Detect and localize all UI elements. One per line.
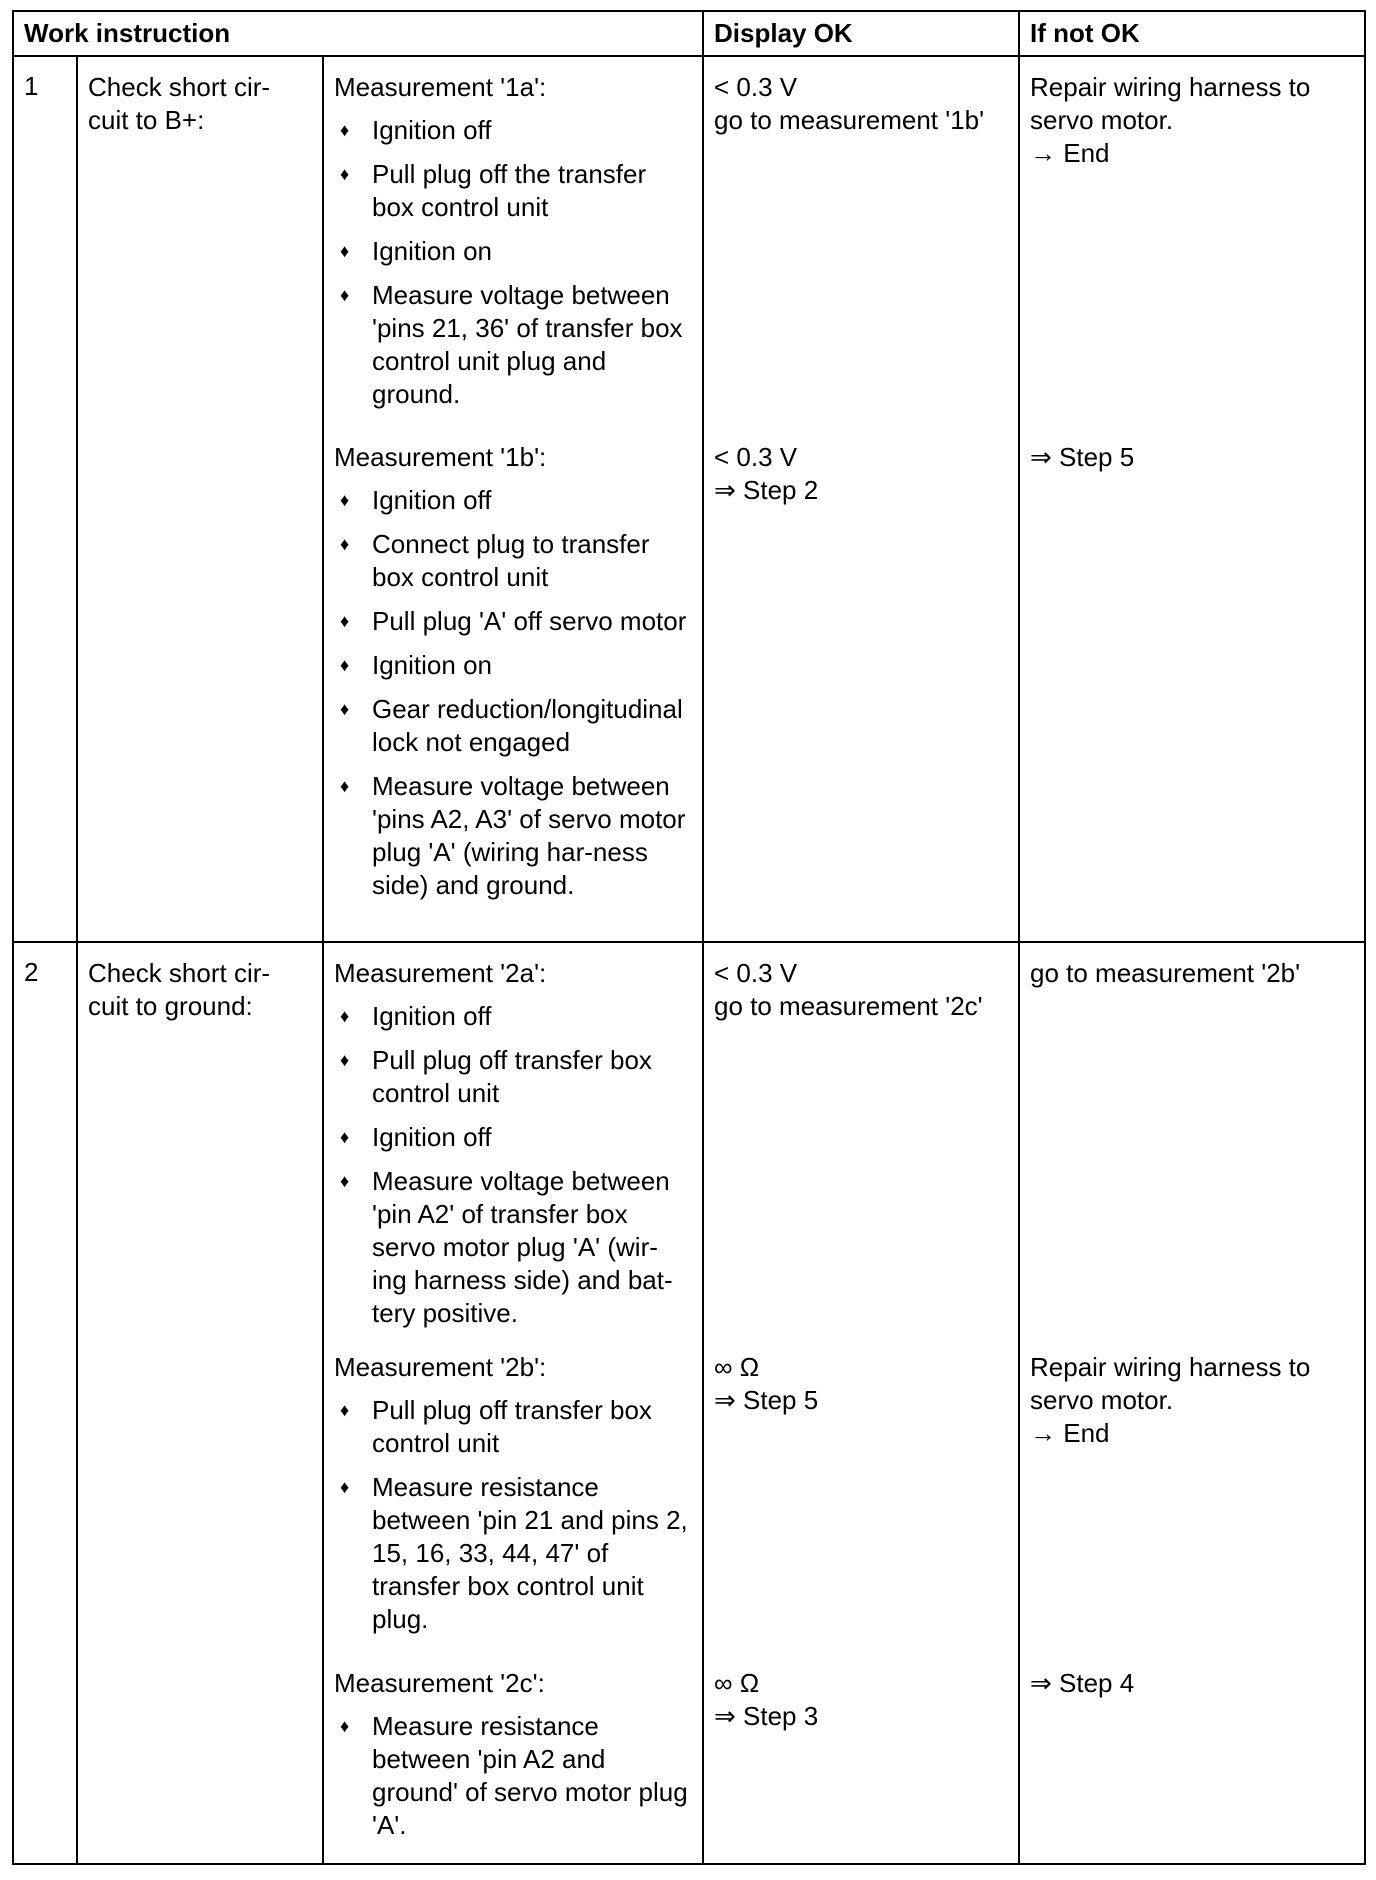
diamond-bullet-icon: ♦ bbox=[340, 611, 350, 631]
measurement-cell bbox=[323, 56, 703, 942]
if-not-ok-cell bbox=[1019, 942, 1365, 1864]
check-text: Check short cir- cuit to ground: bbox=[88, 958, 271, 1021]
list-item bbox=[334, 1710, 692, 1842]
diamond-bullet-icon: ♦ bbox=[340, 655, 350, 675]
list-item bbox=[334, 1044, 692, 1110]
list-item bbox=[334, 693, 692, 759]
step-text: Ignition off bbox=[372, 1122, 492, 1152]
step-list bbox=[334, 1394, 692, 1636]
result-block bbox=[1020, 1653, 1364, 1863]
header-if-not-ok: If not OK bbox=[1019, 11, 1365, 56]
table-row bbox=[13, 56, 1365, 942]
header-work-instruction: Work instruction bbox=[13, 11, 703, 56]
result-block bbox=[1020, 427, 1364, 941]
display-ok-cell bbox=[703, 942, 1019, 1864]
step-list bbox=[334, 1710, 692, 1842]
measurement-title: Measurement '1a': bbox=[334, 72, 547, 102]
measurement-block bbox=[324, 57, 702, 427]
step-text: Ignition on bbox=[372, 650, 492, 680]
step-text: Pull plug off transfer box control unit bbox=[372, 1395, 652, 1458]
step-text: Measure resistance between 'pin 21 and pins 2, 15, 16, 33, 44, 47' of transfer box control unit plug. bbox=[372, 1472, 688, 1634]
diamond-bullet-icon: ♦ bbox=[340, 241, 350, 261]
list-item bbox=[334, 1165, 692, 1330]
measurement-title: Measurement '1b': bbox=[334, 442, 547, 472]
step-text: Ignition off bbox=[372, 115, 492, 145]
measurement-cell bbox=[323, 942, 703, 1864]
list-item bbox=[334, 649, 692, 682]
step-text: Ignition on bbox=[372, 236, 492, 266]
diamond-bullet-icon: ♦ bbox=[340, 699, 350, 719]
if-not-ok-value: ⇒ Step 4 bbox=[1030, 1668, 1135, 1698]
list-item bbox=[334, 770, 692, 902]
list-item bbox=[334, 114, 692, 147]
measurement-title: Measurement '2b': bbox=[334, 1352, 547, 1382]
display-ok-value: ∞ Ω ⇒ Step 5 bbox=[714, 1352, 819, 1415]
list-item bbox=[334, 1000, 692, 1033]
list-item bbox=[334, 1471, 692, 1636]
table-header-row bbox=[13, 11, 1365, 56]
list-item bbox=[334, 484, 692, 517]
check-text: Check short cir- cuit to B+: bbox=[88, 72, 271, 135]
step-text: Measure voltage between 'pins 21, 36' of transfer box control unit plug and ground. bbox=[372, 280, 683, 409]
step-list bbox=[334, 484, 692, 902]
diamond-bullet-icon: ♦ bbox=[340, 1050, 350, 1070]
if-not-ok-value: Repair wiring harness to servo motor. → End bbox=[1030, 72, 1311, 168]
if-not-ok-value: Repair wiring harness to servo motor. → End bbox=[1030, 1352, 1311, 1448]
step-number: 1 bbox=[13, 56, 77, 942]
diamond-bullet-icon: ♦ bbox=[340, 1477, 350, 1497]
list-item bbox=[334, 528, 692, 594]
diamond-bullet-icon: ♦ bbox=[340, 1006, 350, 1026]
header-display-ok: Display OK bbox=[703, 11, 1019, 56]
display-ok-value: ∞ Ω ⇒ Step 3 bbox=[714, 1668, 819, 1731]
step-text: Measure resistance between 'pin A2 and ground' of servo motor plug 'A'. bbox=[372, 1711, 688, 1840]
display-ok-value: < 0.3 V ⇒ Step 2 bbox=[714, 442, 819, 505]
step-text: Ignition off bbox=[372, 1001, 492, 1031]
if-not-ok-value: ⇒ Step 5 bbox=[1030, 442, 1135, 472]
result-block bbox=[1020, 57, 1364, 427]
work-instruction-table bbox=[12, 10, 1366, 1865]
display-ok-value: < 0.3 V go to measurement '2c' bbox=[714, 958, 983, 1021]
step-text: Measure voltage between 'pins A2, A3' of servo motor plug 'A' (wiring har-ness side) and ground. bbox=[372, 771, 686, 900]
list-item bbox=[334, 1121, 692, 1154]
diamond-bullet-icon: ♦ bbox=[340, 164, 350, 184]
list-item bbox=[334, 1394, 692, 1460]
measurement-title: Measurement '2a': bbox=[334, 958, 547, 988]
if-not-ok-cell bbox=[1019, 56, 1365, 942]
result-block bbox=[704, 943, 1018, 1337]
measurement-title: Measurement '2c': bbox=[334, 1668, 545, 1698]
result-block bbox=[704, 57, 1018, 427]
table-row bbox=[13, 942, 1365, 1864]
step-text: Pull plug off transfer box control unit bbox=[372, 1045, 652, 1108]
result-block bbox=[1020, 943, 1364, 1337]
check-description bbox=[77, 942, 323, 1864]
step-text: Measure voltage between 'pin A2' of transfer box servo motor plug 'A' (wir-ing harness side) and bat-tery positive. bbox=[372, 1166, 673, 1328]
step-list bbox=[334, 114, 692, 411]
list-item bbox=[334, 235, 692, 268]
list-item bbox=[334, 279, 692, 411]
diamond-bullet-icon: ♦ bbox=[340, 490, 350, 510]
step-text: Connect plug to transfer box control unit bbox=[372, 529, 650, 592]
measurement-block bbox=[324, 1337, 702, 1653]
result-block bbox=[704, 1653, 1018, 1863]
step-text: Gear reduction/longitudinal lock not engaged bbox=[372, 694, 683, 757]
step-number: 2 bbox=[13, 942, 77, 1864]
result-block bbox=[704, 427, 1018, 941]
diamond-bullet-icon: ♦ bbox=[340, 285, 350, 305]
work-instruction-page bbox=[12, 10, 1364, 1868]
measurement-block bbox=[324, 1653, 702, 1863]
list-item bbox=[334, 158, 692, 224]
step-text: Pull plug off the transfer box control unit bbox=[372, 159, 647, 222]
measurement-block bbox=[324, 427, 702, 941]
check-description bbox=[77, 56, 323, 942]
step-list bbox=[334, 1000, 692, 1330]
list-item bbox=[334, 605, 692, 638]
if-not-ok-value: go to measurement '2b' bbox=[1030, 958, 1301, 988]
result-block bbox=[1020, 1337, 1364, 1653]
result-block bbox=[704, 1337, 1018, 1653]
diamond-bullet-icon: ♦ bbox=[340, 1716, 350, 1736]
display-ok-value: < 0.3 V go to measurement '1b' bbox=[714, 72, 985, 135]
diamond-bullet-icon: ♦ bbox=[340, 534, 350, 554]
diamond-bullet-icon: ♦ bbox=[340, 120, 350, 140]
step-text: Ignition off bbox=[372, 485, 492, 515]
diamond-bullet-icon: ♦ bbox=[340, 1400, 350, 1420]
step-text: Pull plug 'A' off servo motor bbox=[372, 606, 687, 636]
diamond-bullet-icon: ♦ bbox=[340, 776, 350, 796]
measurement-block bbox=[324, 943, 702, 1337]
diamond-bullet-icon: ♦ bbox=[340, 1127, 350, 1147]
display-ok-cell bbox=[703, 56, 1019, 942]
diamond-bullet-icon: ♦ bbox=[340, 1171, 350, 1191]
